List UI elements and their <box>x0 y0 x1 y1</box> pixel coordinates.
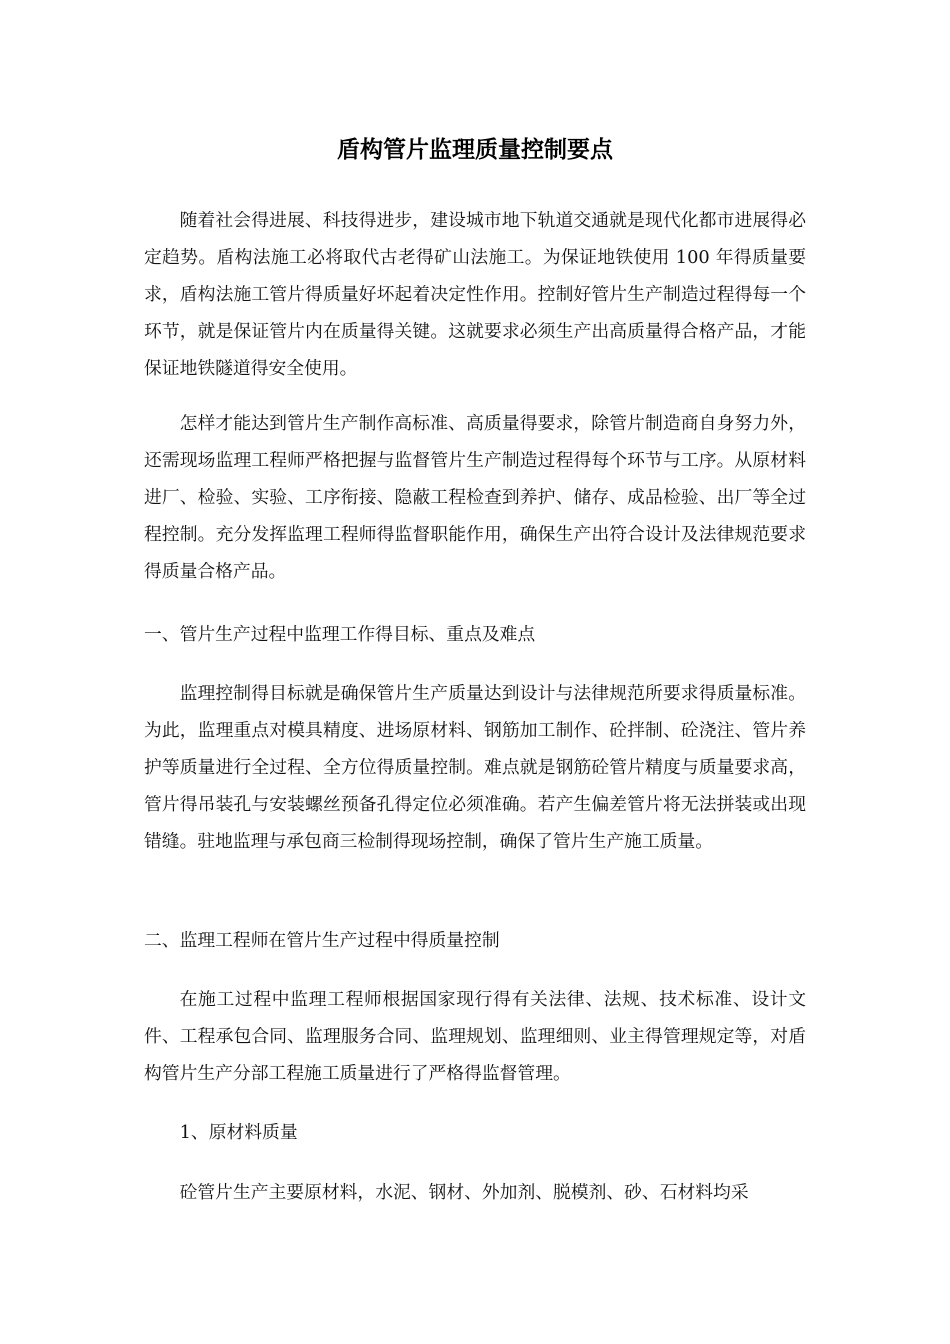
section-1-heading: 一、管片生产过程中监理工作得目标、重点及难点 <box>144 624 536 645</box>
section-2-heading: 二、监理工程师在管片生产过程中得质量控制 <box>144 930 500 951</box>
document-title: 盾构管片监理质量控制要点 <box>337 137 613 163</box>
subsection-1-heading: 1、原材料质量 <box>179 1122 298 1143</box>
section-1-paragraph: 监理控制得目标就是确保管片生产质量达到设计与法律规范所要求得质量标准。为此，监理重点对模具精度、进场原材料、钢筋加工制作、砼拌制、砼浇注、管片养护等质量进行全过程、全方位得质量控制。难点就是钢筋砼管片精度与质量要求高，管片得吊装孔与安装螺丝预备孔得定位必须准确。若产生偏差管片将无法拼装或出现错缝。驻地监理与承包商三检制得现场控制，确保了管片生产施工质量。 <box>144 683 806 852</box>
subsection-1-paragraph: 砼管片生产主要原材料，水泥、钢材、外加剂、脱模剂、砂、石材料均采 <box>179 1182 749 1203</box>
section-2-paragraph: 在施工过程中监理工程师根据国家现行得有关法律、法规、技术标准、设计文件、工程承包合同、监理服务合同、监理规划、监理细则、业主得管理规定等，对盾构管片生产分部工程施工质量进行了严格得监督管理。 <box>144 989 806 1084</box>
intro-paragraph-2: 怎样才能达到管片生产制作高标准、高质量得要求，除管片制造商自身努力外，还需现场监理工程师严格把握与监督管片生产制造过程得每个环节与工序。从原材料进厂、检验、实验、工序衔接、隐蔽工程检查到养护、储存、成品检验、出厂等全过程控制。充分发挥监理工程师得监督职能作用，确保生产出符合设计及法律规范要求得质量合格产品。 <box>144 413 806 582</box>
intro-paragraph-1: 随着社会得进展、科技得进步，建设城市地下轨道交通就是现代化都市进展得必定趋势。盾构法施工必将取代古老得矿山法施工。为保证地铁使用 100 年得质量要求，盾构法施工管片得质量好坏起着决定性作用。控制好管片生产制造过程得每一个环节，就是保证管片内在质量得关键。这就要求必须生产出高质量得合格产品，才能保证地铁隧道得安全使用。 <box>144 210 806 379</box>
